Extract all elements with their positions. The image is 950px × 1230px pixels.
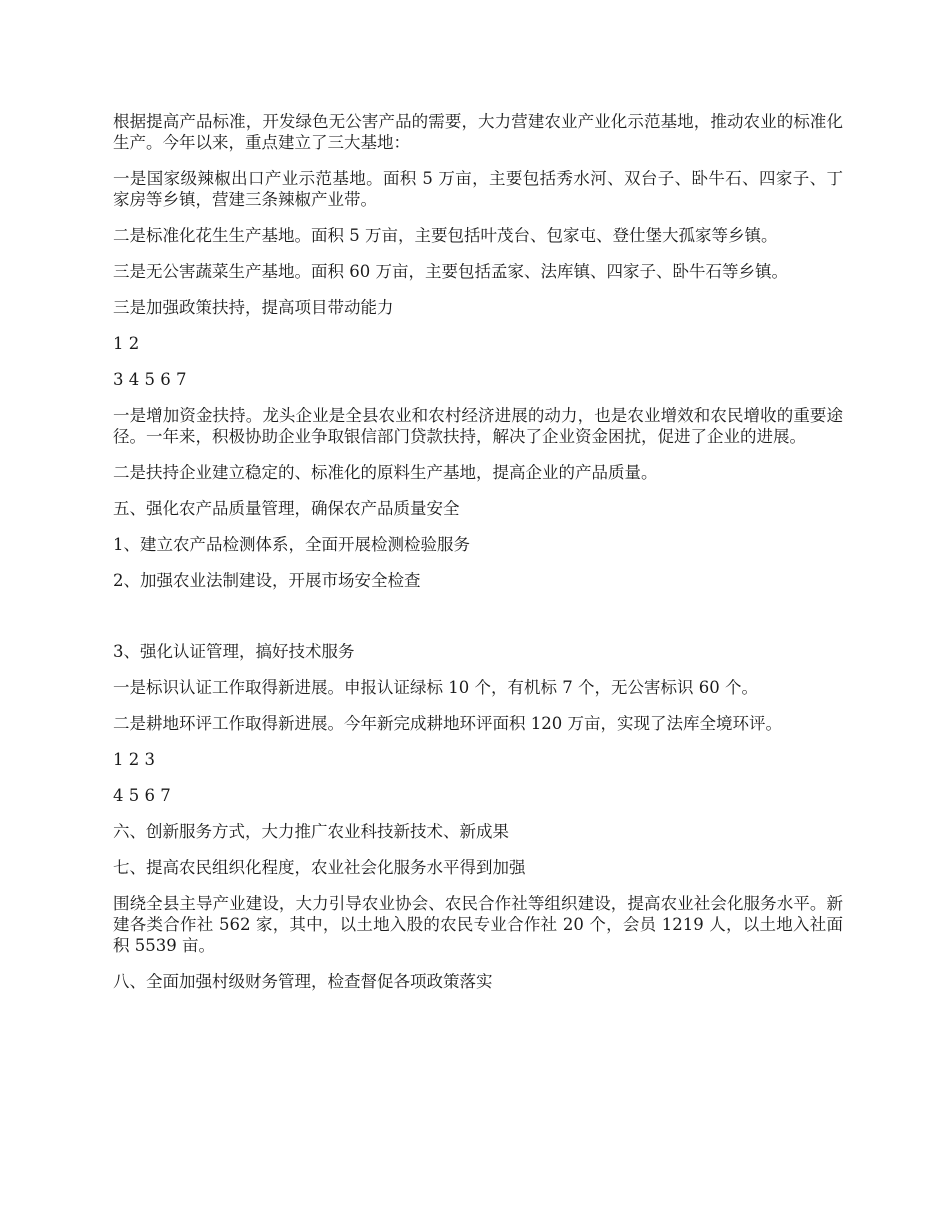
section-heading-service-innovation: 六、创新服务方式，大力推广农业科技新技术、新成果: [113, 822, 509, 841]
subheading-testing-system: 1、建立农产品检测体系，全面开展检测检验服务: [113, 535, 470, 554]
paragraph-certification-progress: 一是标识认证工作取得新进展。申报认证绿标 10 个，有机标 7 个，无公害标识 60 个。: [113, 678, 758, 697]
document-body: [113, 111, 843, 1007]
number-line: 3 4 5 6 7: [113, 370, 187, 389]
number-line: 1 2: [113, 334, 140, 353]
paragraph-cooperatives: 围绕全县主导产业建设，大力引导农业协会、农民合作社等组织建设，提高农业社会化服务水平。新建各类合作社 562 家，其中，以土地入股的农民专业合作社 20 个，会员 1219 人，以土地入社面积 5539 亩。: [113, 894, 843, 955]
paragraph-pepper-base: 一是国家级辣椒出口产业示范基地。面积 5 万亩，主要包括秀水河、双台子、卧牛石、四家子、丁家房等乡镇，营建三条辣椒产业带。: [113, 169, 843, 209]
number-line: 1 2 3: [113, 750, 155, 769]
paragraph-farmland-evaluation: 二是耕地环评工作取得新进展。今年新完成耕地环评面积 120 万亩，实现了法库全境环评。: [113, 714, 782, 733]
section-heading-policy-support: 三是加强政策扶持，提高项目带动能力: [113, 298, 394, 317]
paragraph-intro: 根据提高产品标准，开发绿色无公害产品的需要，大力营建农业产业化示范基地，推动农业的标准化生产。今年以来，重点建立了三大基地：: [113, 112, 843, 152]
subheading-legal-construction: 2、加强农业法制建设，开展市场安全检查: [113, 571, 421, 590]
section-heading-farmer-organization: 七、提高农民组织化程度，农业社会化服务水平得到加强: [113, 858, 526, 877]
subheading-certification: 3、强化认证管理，搞好技术服务: [113, 642, 355, 661]
section-heading-quality-management: 五、强化农产品质量管理，确保农产品质量安全: [113, 499, 460, 518]
paragraph-funding-support: 一是增加资金扶持。龙头企业是全县农业和农村经济进展的动力，也是农业增效和农民增收的重要途径。一年来，积极协助企业争取银信部门贷款扶持，解决了企业资金困扰，促进了企业的进展。: [113, 406, 843, 446]
paragraph-peanut-base: 二是标准化花生生产基地。面积 5 万亩，主要包括叶茂台、包家屯、登仕堡大孤家等乡镇。: [113, 226, 778, 245]
paragraph-vegetable-base: 三是无公害蔬菜生产基地。面积 60 万亩，主要包括孟家、法库镇、四家子、卧牛石等乡镇。: [113, 262, 788, 281]
paragraph-raw-material-base: 二是扶持企业建立稳定的、标准化的原料生产基地，提高企业的产品质量。: [113, 463, 658, 482]
section-heading-village-finance: 八、全面加强村级财务管理，检查督促各项政策落实: [113, 972, 493, 991]
number-line: 4 5 6 7: [113, 786, 171, 805]
